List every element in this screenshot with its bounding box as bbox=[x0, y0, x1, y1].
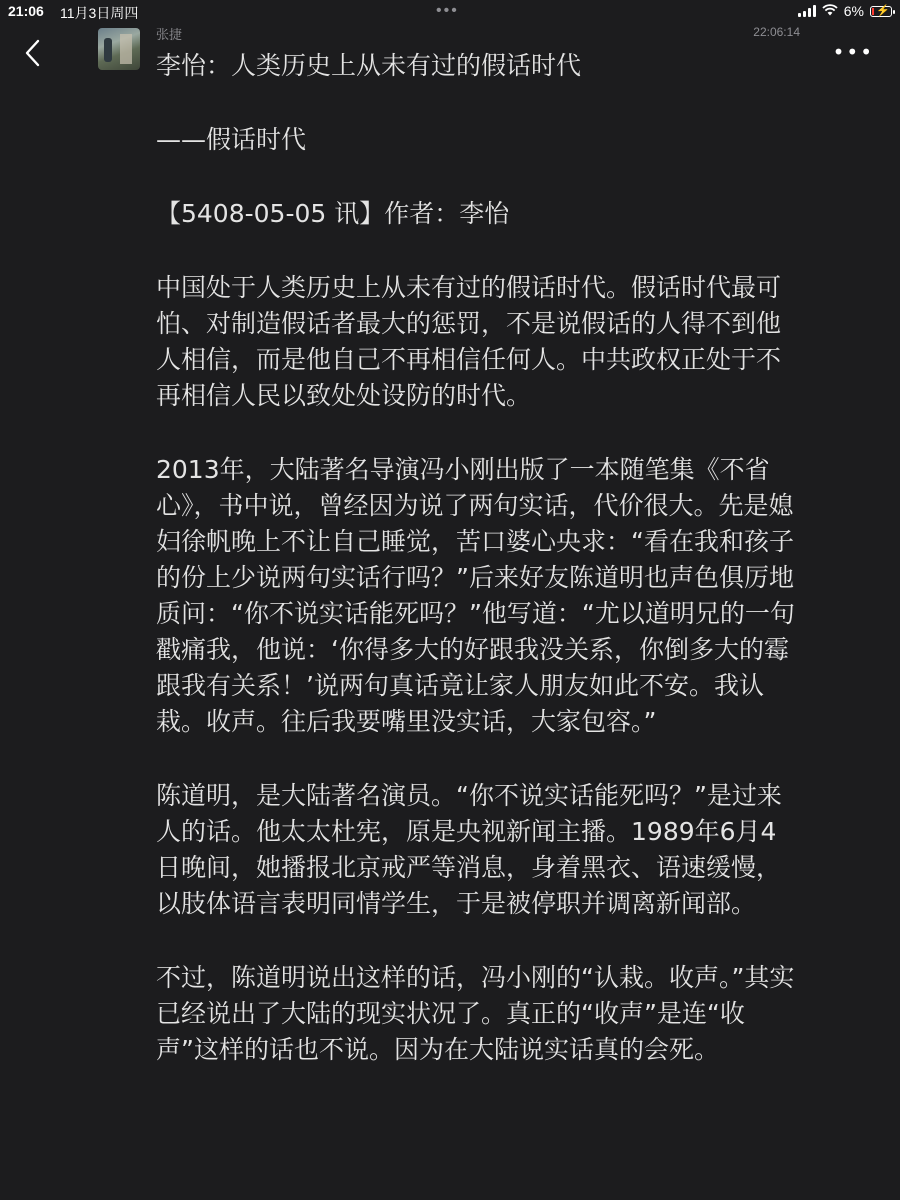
status-date: 11月3日周四 bbox=[60, 5, 139, 21]
article-byline: 【5408-05-05 讯】作者：李怡 bbox=[156, 199, 510, 228]
article-paragraph: 陈道明，是大陆著名演员。“你不说实话能死吗？”是过来人的话。他太太杜宪，原是央视新闻主播。1989年6月4日晚间，她播报北京戒严等消息，身着黑衣、语速缓慢，以肢体语言表明同情学生，于是被停职并调离新闻部。 bbox=[156, 781, 782, 918]
sender-name: 张捷 bbox=[156, 28, 183, 43]
more-options-button[interactable] bbox=[833, 40, 874, 64]
wifi-icon bbox=[822, 4, 838, 19]
battery-percentage: 6% bbox=[843, 3, 864, 19]
avatar[interactable] bbox=[98, 28, 140, 70]
article-title: 李怡：人类历史上从未有过的假话时代 bbox=[156, 51, 582, 80]
chevron-left-icon bbox=[23, 38, 43, 68]
message-timestamp: 22:06:14 bbox=[753, 25, 800, 39]
back-button[interactable] bbox=[18, 36, 48, 70]
article-subtitle: ——假话时代 bbox=[156, 125, 307, 154]
article-paragraph: 不过，陈道明说出这样的话，冯小刚的“认栽。收声。”其实已经说出了大陆的现实状况了。真正的“收声”是连“收声”这样的话也不说。因为在大陆说实话真的会死。 bbox=[156, 963, 795, 1064]
multitasking-dots-icon[interactable]: ••• bbox=[436, 2, 459, 19]
article-paragraph: 2013年，大陆著名导演冯小刚出版了一本随笔集《不省心》，书中说，曾经因为说了两句实话，代价很大。先是媳妇徐帆晚上不让自己睡觉，苦口婆心央求：“看在我和孩子的份上少说两句实话行吗？”后来好友陈道明也声色俱厉地质问：“你不说实话能死吗？”他写道：“尤以道明兄的一句戳痛我，他说：‘你得多大的好跟我没关系，你倒多大的霉跟我有关系！’说两句真话竟让家人朋友如此不安。我认栽。收声。往后我要嘴里没实话，大家包容。” bbox=[156, 455, 795, 736]
status-time: 21:06 bbox=[8, 3, 44, 19]
article-paragraph: 中国处于人类历史上从未有过的假话时代。假话时代最可怕、对制造假话者最大的惩罚，不是说假话的人得不到他人相信，而是他自己不再相信任何人。中共政权正处于不再相信人民以致处处设防的时代。 bbox=[156, 273, 782, 410]
ellipsis-icon: ••• bbox=[832, 40, 874, 64]
cellular-signal-icon bbox=[798, 5, 816, 17]
status-indicators bbox=[798, 3, 892, 19]
battery-charging-icon: ⚡ bbox=[870, 6, 892, 17]
status-bar bbox=[0, 0, 900, 24]
message-content bbox=[156, 48, 800, 1106]
